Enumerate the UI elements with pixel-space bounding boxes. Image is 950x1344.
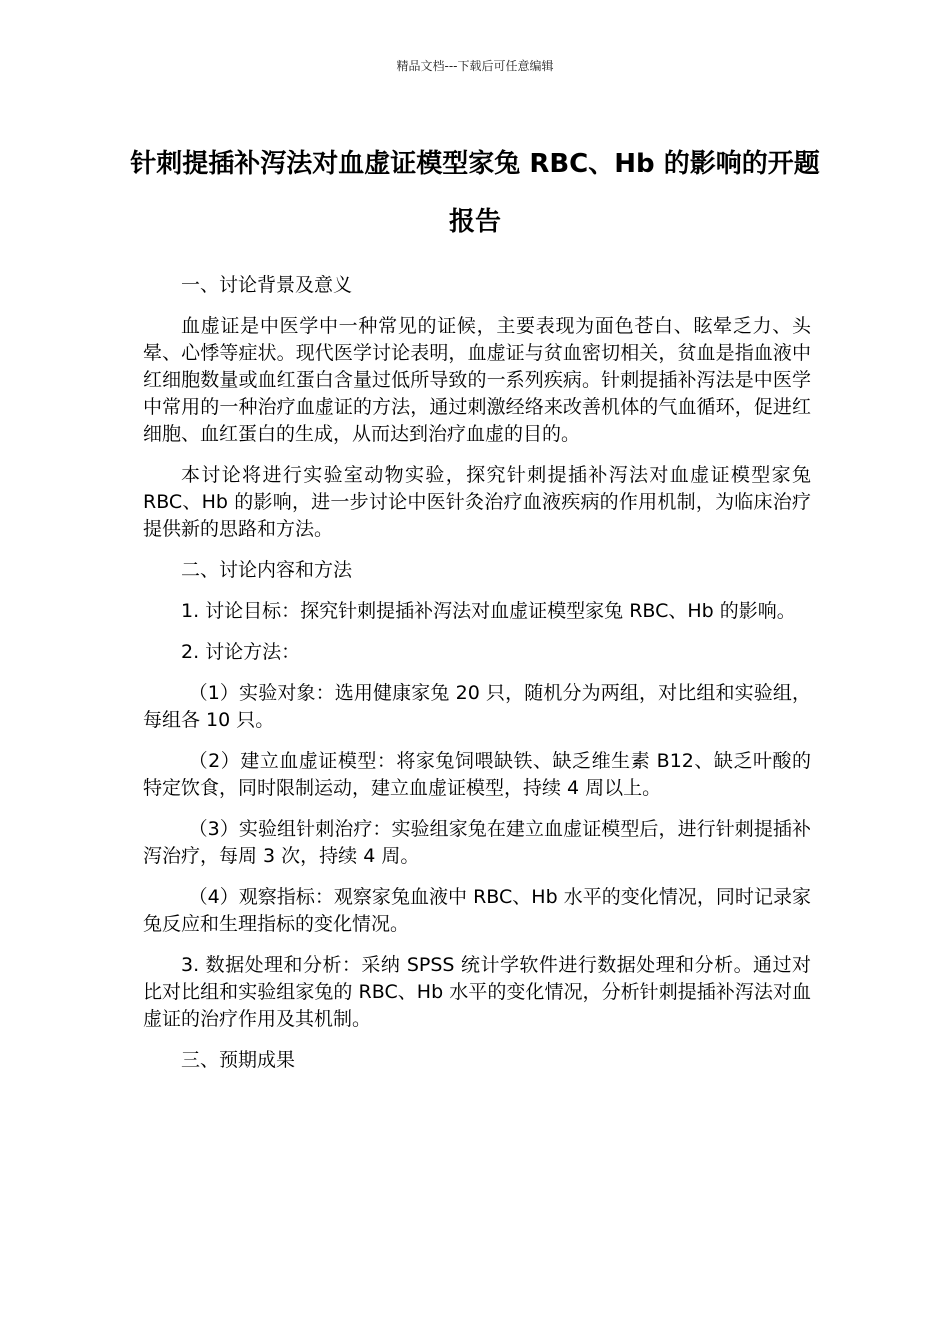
document-title: 针刺提插补泻法对血虚证模型家兔 RBC、Hb 的影响的开题报告 [130, 149, 820, 237]
document-body [143, 272, 811, 1088]
paragraph-background-2: 本讨论将进行实验室动物实验，探究针刺提插补泻法对血虚证模型家兔 RBC、Hb 的影响，进一步讨论中医针灸治疗血液疾病的作用机制，为临床治疗提供新的思路和方法。 [143, 464, 811, 540]
methods-subitem-subjects: （1）实验对象：选用健康家兔 20 只，随机分为两组，对比组和实验组，每组各 10 只。 [143, 682, 811, 731]
section-heading-background: 一、讨论背景及意义 [181, 274, 353, 296]
header-note: 精品文档---下载后可任意编辑 [396, 59, 554, 73]
section-heading-methods: 二、讨论内容和方法 [181, 559, 353, 581]
methods-item-goal: 1. 讨论目标：探究针刺提插补泻法对血虚证模型家兔 RBC、Hb 的影响。 [181, 600, 796, 622]
methods-subitem-model: （2）建立血虚证模型：将家兔饲喂缺铁、缺乏维生素 B12、缺乏叶酸的特定饮食，同时限制运动，建立血虚证模型，持续 4 周以上。 [143, 750, 811, 799]
methods-subitem-observation: （4）观察指标：观察家兔血液中 RBC、Hb 水平的变化情况，同时记录家兔反应和生理指标的变化情况。 [143, 886, 811, 935]
methods-item-analysis: 3. 数据处理和分析：采纳 SPSS 统计学软件进行数据处理和分析。通过对比对比组和实验组家兔的 RBC、Hb 水平的变化情况，分析针刺提插补泻法对血虚证的治疗作用及其机制。 [143, 954, 811, 1030]
section-heading-outcomes: 三、预期成果 [181, 1049, 296, 1071]
methods-item-method: 2. 讨论方法： [181, 641, 301, 663]
paragraph-background-1: 血虚证是中医学中一种常见的证候，主要表现为面色苍白、眩晕乏力、头晕、心悸等症状。现代医学讨论表明，血虚证与贫血密切相关，贫血是指血液中红细胞数量或血红蛋白含量过低所导致的一系列疾病。针刺提插补泻法是中医学中常用的一种治疗血虚证的方法，通过刺激经络来改善机体的气血循环，促进红细胞、血红蛋白的生成，从而达到治疗血虚的目的。 [143, 315, 811, 445]
methods-subitem-treatment: （3）实验组针刺治疗：实验组家兔在建立血虚证模型后，进行针刺提插补泻治疗，每周 3 次，持续 4 周。 [143, 818, 811, 867]
